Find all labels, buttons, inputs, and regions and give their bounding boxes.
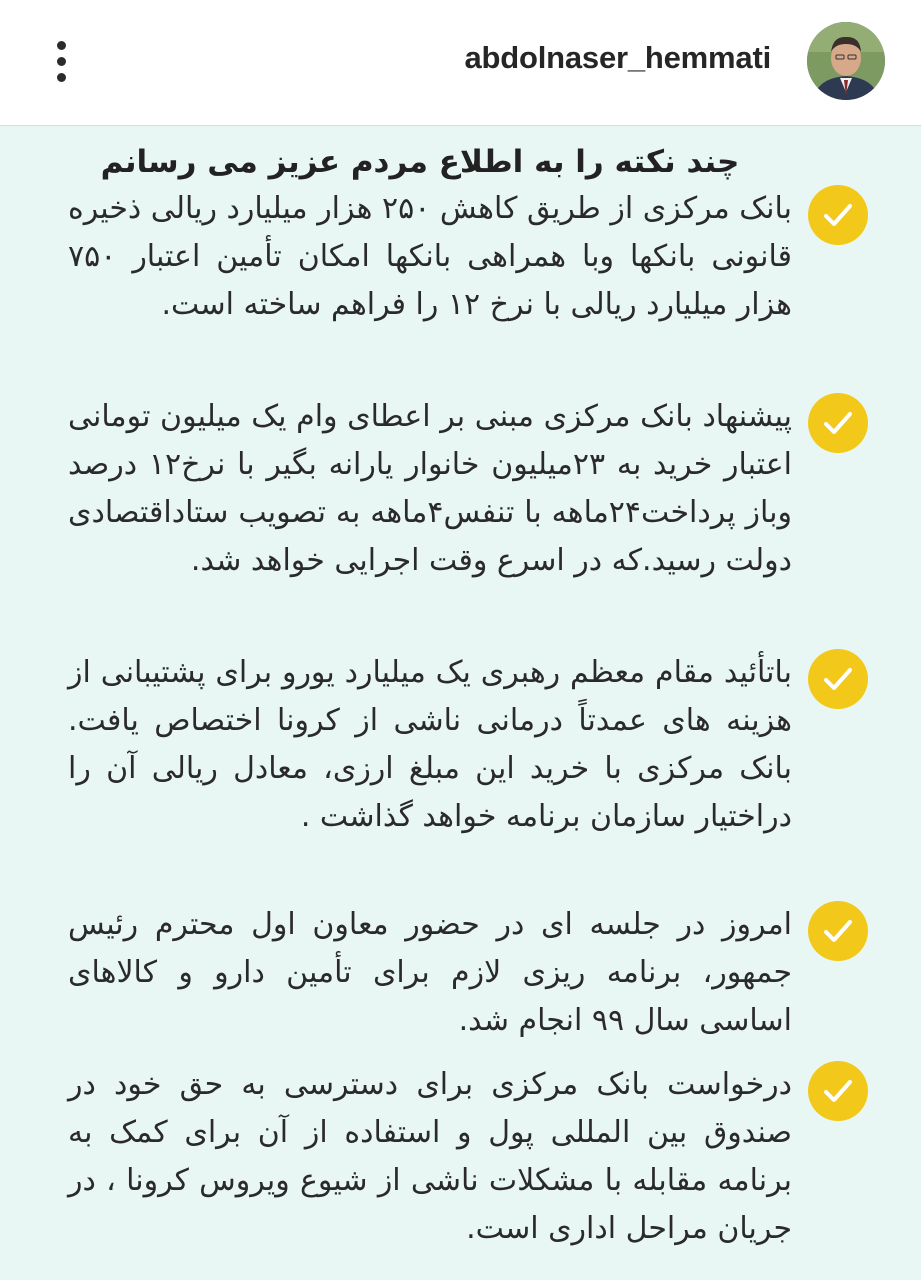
check-icon [808,901,868,961]
post-title: چند نکته را به اطلاع مردم عزیز می رسانم [100,144,740,180]
avatar[interactable] [807,22,885,100]
check-icon [808,1061,868,1121]
check-icon [808,393,868,453]
item-text: درخواست بانک مرکزی برای دسترسی به حق خود در صندوق بین المللی پول و استفاده از آن برای کمک به برنامه مقابله با مشکلات ناشی از شیوع ویروس کرونا ، در جریان مراحل اداری است. [68,1067,792,1246]
item-text: امروز در جلسه ای در حضور معاون اول محترم رئیس جمهور، برنامه ریزی لازم برای تأمین دارو و کالاهای اساسی سال ۹۹ انجام شد. [68,907,792,1038]
check-icon [808,649,868,709]
post-image [0,127,921,1280]
item-text: باتأئید مقام معظم رهبری یک میلیارد یورو برای پشتیبانی از هزینه های عمدتاً درمانی ناشی از کرونا اختصاص یافت. بانک مرکزی با خرید این مبلغ ارزی، معادل ریالی آن را دراختیار سازمان برنامه خواهد گذاشت . [68,655,792,834]
item-text: بانک مرکزی از طریق کاهش ۲۵۰ هزار میلیارد ریالی ذخیره قانونی بانکها وبا همراهی بانکها امکان تأمین اعتبار ۷۵۰ هزار میلیارد ریالی با نرخ ۱۲ را فراهم ساخته است. [68,191,792,322]
item-text: پیشنهاد بانک مرکزی مبنی بر اعطای وام یک میلیون تومانی اعتبار خرید به ۲۳میلیون خانوار یارانه بگیر با نرخ۱۲ درصد وباز پرداخت۲۴ماهه با تنفس۴ماهه به تصویب ستاداقتصادی دولت رسید.که در اسرع وقت اجرایی خواهد شد. [68,399,792,578]
username[interactable]: abdolnaser_hemmati [464,40,771,75]
more-options-icon[interactable] [44,38,80,86]
post-header [0,0,921,126]
check-icon [808,185,868,245]
